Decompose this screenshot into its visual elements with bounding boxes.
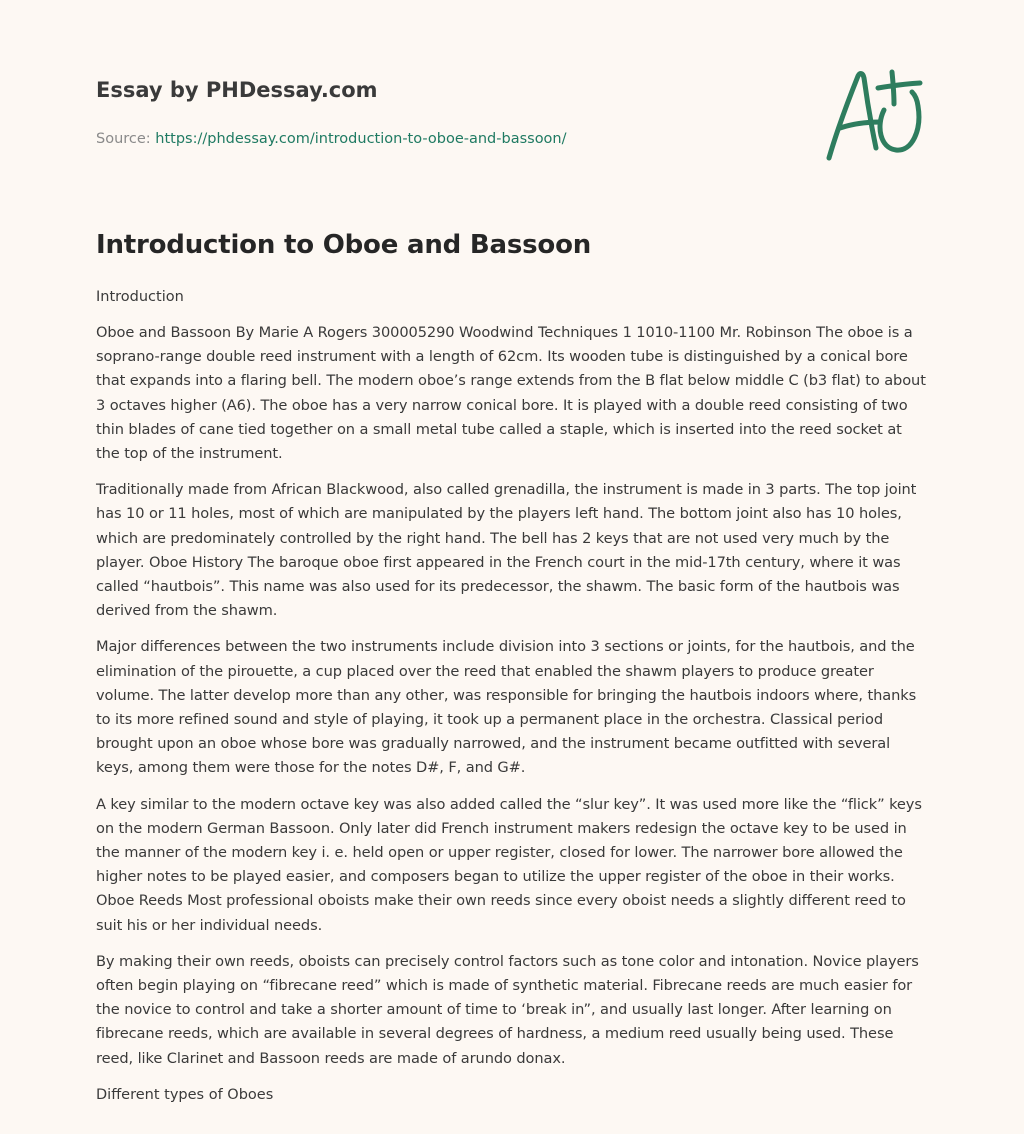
- source-link[interactable]: https://phdessay.com/introduction-to-oboe-and-bassoon/: [155, 131, 567, 147]
- site-title: Essay by PHDessay.com: [96, 78, 378, 102]
- source-line: [96, 129, 796, 149]
- source-label: Source:: [96, 131, 156, 147]
- header: [96, 74, 796, 149]
- section-label-introduction: Introduction: [96, 289, 184, 305]
- essay-content: [96, 226, 928, 1107]
- paragraph: Major differences between the two instruments include division into 3 sections or joints, for the hautbois, and the elimination of the pirouette, a cup placed over the reed that enabled the shawm players to produce greater volume. The latter develop more than any other, was responsible for bringing the hautbois indoors where, thanks to its more refined sound and style of playing, it took up a permanent place in the orchestra. Classical period brought upon an oboe whose bore was gradually narrowed, and the instrument became outfitted with several keys, among them were those for the notes D#, F, and G#.: [96, 638, 917, 777]
- paragraph: By making their own reeds, oboists can precisely control factors such as tone color and intonation. Novice players often begin playing on “fibrecane reed” which is made of synthetic material. Fibrecane reeds are much easier for the novice to control and take a shorter amount of time to ‘break in”, and usually last longer. After learning on fibrecane reeds, which are available in several degrees of hardness, a medium reed usually being used. These reed, like Clarinet and Bassoon reeds are made of arundo donax.: [96, 952, 919, 1067]
- paragraph: Oboe and Bassoon By Marie A Rogers 300005290 Woodwind Techniques 1 1010-1100 Mr. Robinson The oboe is a soprano-range double reed instrument with a length of 62cm. Its wooden tube is distinguished by a conical bore that expands into a flaring bell. The modern oboe’s range extends from the B flat below middle C (b3 flat) to about 3 octaves higher (A6). The oboe has a very narrow conical bore. It is played with a double reed consisting of two thin blades of cane tied together on a small metal tube called a staple, which is inserted into the reed socket at the top of the instrument.: [96, 324, 926, 463]
- section-label-different-types: Different types of Oboes: [96, 1086, 274, 1103]
- a-plus-logo-icon: [822, 68, 928, 164]
- paragraph: A key similar to the modern octave key was also added called the “slur key”. It was used more like the “flick” keys on the modern German Bassoon. Only later did French instrument makers redesign the octave key to be used in the manner of the modern key i. e. held open or upper register, closed for lower. The narrower bore allowed the higher notes to be played easier, and composers began to utilize the upper register of the oboe in their works. Oboe Reeds Most professional oboists make their own reeds since every oboist needs a slightly different reed to suit his or her individual needs.: [96, 795, 922, 934]
- paragraph: Traditionally made from African Blackwood, also called grenadilla, the instrument is made in 3 parts. The top joint has 10 or 11 holes, most of which are manipulated by the players left hand. The bottom joint also has 10 holes, which are predominately controlled by the right hand. The bell has 2 keys that are not used very much by the player. Oboe History The baroque oboe first appeared in the French court in the mid-17th century, where it was called “hautbois”. This name was also used for its predecessor, the shawm. The basic form of the hautbois was derived from the shawm.: [96, 481, 917, 620]
- essay-title: Introduction to Oboe and Bassoon: [96, 230, 592, 260]
